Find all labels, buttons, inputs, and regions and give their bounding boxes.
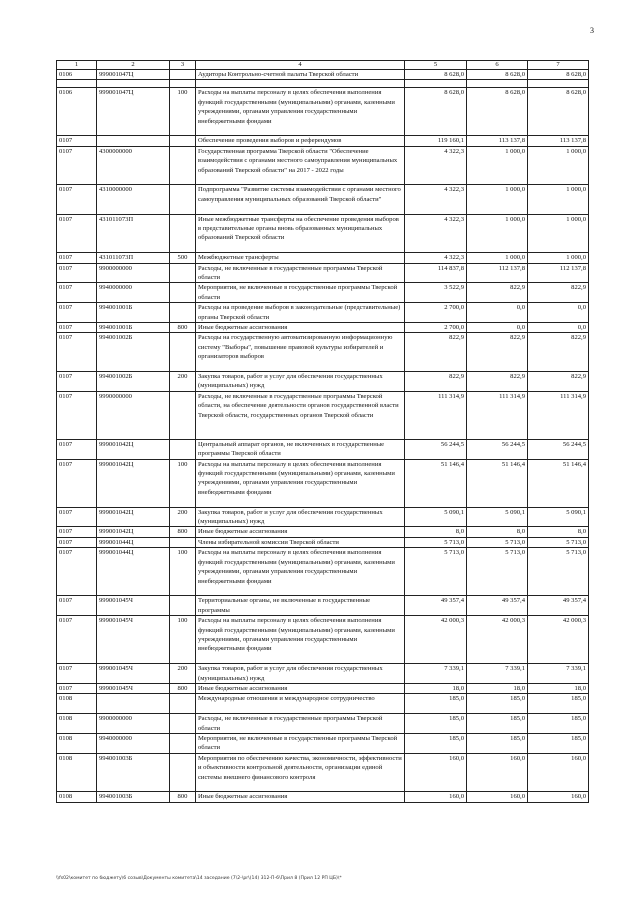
item-name-cell: Расходы на государственную автоматизированную информационную систему "Выборы", повышение правовой культуры избирателей и организаторов выборов	[196, 333, 405, 372]
table-row	[57, 253, 589, 263]
amount-year3-cell: 1 000,0	[528, 253, 589, 263]
amount-year1-cell: 4 322,3	[405, 146, 467, 185]
expense-type-cell	[170, 694, 196, 714]
spacer-cell	[405, 80, 467, 88]
amount-year1-cell: 4 322,3	[405, 185, 467, 214]
expense-type-cell	[170, 333, 196, 372]
target-article-cell: 4310000000	[97, 185, 170, 214]
amount-year2-cell: 5 090,1	[467, 507, 528, 527]
amount-year2-cell: 112 137,8	[467, 263, 528, 283]
amount-year3-cell: 185,0	[528, 694, 589, 714]
table-row	[57, 136, 589, 146]
expense-type-cell	[170, 733, 196, 753]
amount-year3-cell: 112 137,8	[528, 263, 589, 283]
section-code-cell: 0107	[57, 214, 97, 253]
col-header-5: 5	[405, 61, 467, 70]
amount-year2-cell: 51 146,4	[467, 459, 528, 507]
table-row	[57, 439, 589, 459]
amount-year1-cell: 8 628,0	[405, 88, 467, 136]
table-row	[57, 70, 589, 80]
item-name-cell: Расходы, не включенные в государственные программы Тверской области	[196, 714, 405, 734]
item-name-cell: Государственная программа Тверской области "Обеспечение взаимодействия с органами местного самоуправления муниципальных образований Тверской области" на 2017 - 2022 годы	[196, 146, 405, 185]
table-row	[57, 616, 589, 664]
section-code-cell: 0108	[57, 753, 97, 792]
table-row	[57, 683, 589, 693]
amount-year1-cell: 185,0	[405, 714, 467, 734]
amount-year1-cell: 822,9	[405, 333, 467, 372]
target-article-cell: 994001002Б	[97, 333, 170, 372]
item-name-cell: Мероприятия, не включенные в государственные программы Тверской области	[196, 733, 405, 753]
item-name-cell: Расходы, не включенные в государственные программы Тверской области	[196, 263, 405, 283]
amount-year2-cell: 1 000,0	[467, 253, 528, 263]
target-article-cell: 994001003Б	[97, 792, 170, 802]
amount-year1-cell: 2 700,0	[405, 303, 467, 323]
section-code-cell: 0107	[57, 303, 97, 323]
section-code-cell: 0106	[57, 70, 97, 80]
header-row	[57, 61, 589, 70]
item-name-cell: Обеспечение проведения выборов и референдумов	[196, 136, 405, 146]
table-row	[57, 753, 589, 792]
section-code-cell: 0107	[57, 391, 97, 439]
item-name-cell: Члены избирательной комиссии Тверской области	[196, 537, 405, 547]
table-body	[57, 70, 589, 803]
amount-year1-cell: 5 090,1	[405, 507, 467, 527]
amount-year2-cell: 5 713,0	[467, 548, 528, 596]
budget-table	[56, 60, 589, 803]
amount-year2-cell: 160,0	[467, 792, 528, 802]
expense-type-cell	[170, 214, 196, 253]
target-article-cell: 994001003Б	[97, 753, 170, 792]
section-code-cell: 0107	[57, 664, 97, 684]
expense-type-cell	[170, 185, 196, 214]
section-code-cell: 0106	[57, 88, 97, 136]
table-row	[57, 263, 589, 283]
section-code-cell: 0107	[57, 616, 97, 664]
expense-type-cell: 800	[170, 792, 196, 802]
amount-year2-cell: 822,9	[467, 333, 528, 372]
table-row	[57, 333, 589, 372]
table-row	[57, 323, 589, 333]
target-article-cell: 999001047Ц	[97, 70, 170, 80]
amount-year2-cell: 1 000,0	[467, 185, 528, 214]
amount-year1-cell: 49 357,4	[405, 596, 467, 616]
target-article-cell: 4300000000	[97, 146, 170, 185]
col-header-6: 6	[467, 61, 528, 70]
amount-year1-cell: 114 837,8	[405, 263, 467, 283]
expense-type-cell	[170, 391, 196, 439]
target-article-cell	[97, 694, 170, 714]
expense-type-cell	[170, 596, 196, 616]
expense-type-cell: 800	[170, 323, 196, 333]
item-name-cell: Расходы на выплаты персоналу в целях обеспечения выполнения функций государственными (муниципальными) органами, казенными учреждениями, органами управления государственными внебюджетными фондами	[196, 616, 405, 664]
expense-type-cell	[170, 714, 196, 734]
spacer-cell	[196, 80, 405, 88]
expense-type-cell	[170, 136, 196, 146]
amount-year1-cell: 8,0	[405, 527, 467, 537]
spacer-cell	[528, 80, 589, 88]
expense-type-cell: 100	[170, 459, 196, 507]
item-name-cell: Расходы на выплаты персоналу в целях обеспечения выполнения функций государственными (муниципальными) органами, казенными учреждениями, органами управления государственными внебюджетными фондами	[196, 459, 405, 507]
target-article-cell: 999001042Ц	[97, 459, 170, 507]
target-article-cell: 9940000000	[97, 283, 170, 303]
amount-year2-cell: 822,9	[467, 283, 528, 303]
expense-type-cell	[170, 753, 196, 792]
table-row	[57, 88, 589, 136]
section-code-cell: 0107	[57, 548, 97, 596]
spacer-cell	[170, 80, 196, 88]
item-name-cell: Закупка товаров, работ и услуг для обеспечения государственных (муниципальных) нужд	[196, 507, 405, 527]
amount-year2-cell: 113 137,8	[467, 136, 528, 146]
amount-year2-cell: 111 314,9	[467, 391, 528, 439]
table-row	[57, 548, 589, 596]
amount-year2-cell: 1 000,0	[467, 146, 528, 185]
target-article-cell: 999001045Ч	[97, 596, 170, 616]
expense-type-cell: 100	[170, 548, 196, 596]
section-code-cell: 0107	[57, 596, 97, 616]
amount-year2-cell: 185,0	[467, 733, 528, 753]
target-article-cell: 999001042Ц	[97, 439, 170, 459]
amount-year3-cell: 1 000,0	[528, 214, 589, 253]
item-name-cell: Расходы на выплаты персоналу в целях обеспечения выполнения функций государственными (муниципальными) органами, казенными учреждениями, органами управления государственными внебюджетными фондами	[196, 548, 405, 596]
table-row	[57, 185, 589, 214]
amount-year3-cell: 0,0	[528, 303, 589, 323]
target-article-cell: 994001001Б	[97, 303, 170, 323]
amount-year3-cell: 113 137,8	[528, 136, 589, 146]
footer-file-path: \\fs02\комитет по бюджету\6 созыв\Документы комитета\14 заседание (7\2-\pr\(14) 312-П-6\Прил 8 (Прил 12 РП ЦБ)\*	[56, 876, 342, 881]
amount-year2-cell: 7 339,1	[467, 664, 528, 684]
amount-year1-cell: 185,0	[405, 694, 467, 714]
item-name-cell: Иные бюджетные ассигнования	[196, 527, 405, 537]
spacer-cell	[97, 80, 170, 88]
amount-year2-cell: 1 000,0	[467, 214, 528, 253]
target-article-cell: 431011073П	[97, 253, 170, 263]
table-row	[57, 714, 589, 734]
expense-type-cell	[170, 303, 196, 323]
amount-year3-cell: 8,0	[528, 527, 589, 537]
amount-year1-cell: 119 160,1	[405, 136, 467, 146]
table-row	[57, 283, 589, 303]
amount-year1-cell: 822,9	[405, 372, 467, 392]
expense-type-cell: 100	[170, 616, 196, 664]
amount-year1-cell: 42 000,3	[405, 616, 467, 664]
amount-year1-cell: 18,0	[405, 683, 467, 693]
spacer-cell	[467, 80, 528, 88]
target-article-cell: 999001042Ц	[97, 527, 170, 537]
amount-year3-cell: 49 357,4	[528, 596, 589, 616]
amount-year1-cell: 5 713,0	[405, 537, 467, 547]
amount-year2-cell: 8 628,0	[467, 88, 528, 136]
item-name-cell: Территориальные органы, не включенные в государственные программы	[196, 596, 405, 616]
amount-year2-cell: 185,0	[467, 714, 528, 734]
table-row	[57, 303, 589, 323]
target-article-cell: 999001045Ч	[97, 664, 170, 684]
amount-year2-cell: 185,0	[467, 694, 528, 714]
amount-year2-cell: 160,0	[467, 753, 528, 792]
amount-year1-cell: 4 322,3	[405, 253, 467, 263]
amount-year2-cell: 5 713,0	[467, 537, 528, 547]
amount-year1-cell: 111 314,9	[405, 391, 467, 439]
amount-year3-cell: 185,0	[528, 733, 589, 753]
amount-year3-cell: 822,9	[528, 372, 589, 392]
amount-year3-cell: 8 628,0	[528, 70, 589, 80]
amount-year3-cell: 5 713,0	[528, 548, 589, 596]
amount-year3-cell: 7 339,1	[528, 664, 589, 684]
amount-year1-cell: 160,0	[405, 753, 467, 792]
item-name-cell: Международные отношения и международное сотрудничество	[196, 694, 405, 714]
section-code-cell: 0107	[57, 537, 97, 547]
section-code-cell: 0107	[57, 136, 97, 146]
target-article-cell: 999001047Ц	[97, 88, 170, 136]
amount-year1-cell: 51 146,4	[405, 459, 467, 507]
amount-year3-cell: 42 000,3	[528, 616, 589, 664]
amount-year1-cell: 56 244,5	[405, 439, 467, 459]
target-article-cell: 9900000000	[97, 714, 170, 734]
expense-type-cell	[170, 439, 196, 459]
table-row	[57, 372, 589, 392]
target-article-cell: 999001044Ц	[97, 537, 170, 547]
amount-year1-cell: 2 700,0	[405, 323, 467, 333]
section-code-cell: 0107	[57, 185, 97, 214]
target-article-cell: 994001001Б	[97, 323, 170, 333]
section-code-cell: 0108	[57, 733, 97, 753]
amount-year3-cell: 0,0	[528, 323, 589, 333]
target-article-cell	[97, 136, 170, 146]
item-name-cell: Иные бюджетные ассигнования	[196, 683, 405, 693]
section-code-cell: 0107	[57, 372, 97, 392]
section-code-cell: 0107	[57, 146, 97, 185]
amount-year2-cell: 42 000,3	[467, 616, 528, 664]
table-row	[57, 146, 589, 185]
section-code-cell: 0107	[57, 323, 97, 333]
expense-type-cell: 200	[170, 507, 196, 527]
amount-year2-cell: 56 244,5	[467, 439, 528, 459]
amount-year3-cell: 160,0	[528, 753, 589, 792]
target-article-cell: 431011073П	[97, 214, 170, 253]
amount-year3-cell: 18,0	[528, 683, 589, 693]
item-name-cell: Подпрограмма "Развитие системы взаимодействия с органами местного самоуправления муниципальных образований Тверской области"	[196, 185, 405, 214]
section-code-cell: 0107	[57, 333, 97, 372]
item-name-cell: Иные межбюджетные трансферты на обеспечение проведения выборов в представительные органы вновь образованных муниципальных образований Тверской области	[196, 214, 405, 253]
target-article-cell: 999001044Ц	[97, 548, 170, 596]
amount-year3-cell: 5 090,1	[528, 507, 589, 527]
item-name-cell: Расходы на проведение выборов в законодательные (представительные) органы Тверской области	[196, 303, 405, 323]
amount-year1-cell: 185,0	[405, 733, 467, 753]
item-name-cell: Иные бюджетные ассигнования	[196, 792, 405, 802]
table-row	[57, 694, 589, 714]
expense-type-cell	[170, 70, 196, 80]
amount-year1-cell: 160,0	[405, 792, 467, 802]
section-code-cell: 0107	[57, 683, 97, 693]
table-row	[57, 507, 589, 527]
expense-type-cell: 800	[170, 683, 196, 693]
target-article-cell: 994001002Б	[97, 372, 170, 392]
table-row	[57, 459, 589, 507]
table-row	[57, 537, 589, 547]
amount-year3-cell: 1 000,0	[528, 146, 589, 185]
item-name-cell: Мероприятия, не включенные в государственные программы Тверской области	[196, 283, 405, 303]
amount-year2-cell: 8,0	[467, 527, 528, 537]
item-name-cell: Центральный аппарат органов, не включенных в государственные программы Тверской области	[196, 439, 405, 459]
section-code-cell: 0107	[57, 263, 97, 283]
amount-year3-cell: 51 146,4	[528, 459, 589, 507]
expense-type-cell: 800	[170, 527, 196, 537]
amount-year1-cell: 3 522,9	[405, 283, 467, 303]
col-header-1: 1	[57, 61, 97, 70]
section-code-cell: 0108	[57, 792, 97, 802]
amount-year3-cell: 56 244,5	[528, 439, 589, 459]
table-row	[57, 664, 589, 684]
amount-year2-cell: 8 628,0	[467, 70, 528, 80]
amount-year1-cell: 7 339,1	[405, 664, 467, 684]
amount-year2-cell: 0,0	[467, 323, 528, 333]
col-header-3: 3	[170, 61, 196, 70]
amount-year2-cell: 0,0	[467, 303, 528, 323]
item-name-cell: Расходы на выплаты персоналу в целях обеспечения выполнения функций государственными (муниципальными) органами, казенными учреждениями, органами управления государственными внебюджетными фондами	[196, 88, 405, 136]
target-article-cell: 9900000000	[97, 263, 170, 283]
expense-type-cell	[170, 146, 196, 185]
spacer-row	[57, 80, 589, 88]
section-code-cell: 0107	[57, 283, 97, 303]
amount-year3-cell: 160,0	[528, 792, 589, 802]
item-name-cell: Мероприятия по обеспечению качества, экономичности, эффективности и объективности контрольной деятельности, организации единой системы внешнего финансового контроля	[196, 753, 405, 792]
section-code-cell: 0108	[57, 694, 97, 714]
amount-year3-cell: 822,9	[528, 283, 589, 303]
section-code-cell: 0108	[57, 714, 97, 734]
target-article-cell: 999001045Ч	[97, 683, 170, 693]
target-article-cell: 999001042Ц	[97, 507, 170, 527]
section-code-cell: 0107	[57, 507, 97, 527]
item-name-cell: Межбюджетные трансферты	[196, 253, 405, 263]
target-article-cell: 9990000000	[97, 391, 170, 439]
table-row	[57, 733, 589, 753]
amount-year3-cell: 1 000,0	[528, 185, 589, 214]
expense-type-cell: 200	[170, 372, 196, 392]
expense-type-cell	[170, 537, 196, 547]
amount-year3-cell: 111 314,9	[528, 391, 589, 439]
amount-year1-cell: 5 713,0	[405, 548, 467, 596]
section-code-cell: 0107	[57, 253, 97, 263]
section-code-cell: 0107	[57, 439, 97, 459]
col-header-2: 2	[97, 61, 170, 70]
amount-year3-cell: 8 628,0	[528, 88, 589, 136]
table-row	[57, 214, 589, 253]
expense-type-cell: 200	[170, 664, 196, 684]
table-row	[57, 527, 589, 537]
item-name-cell: Закупка товаров, работ и услуг для обеспечения государственных (муниципальных) нужд	[196, 664, 405, 684]
item-name-cell: Расходы, не включенные в государственные программы Тверской области, на обеспечение деятельности органов государственной власти Тверской области, государственных органов Тверской области	[196, 391, 405, 439]
amount-year1-cell: 8 628,0	[405, 70, 467, 80]
amount-year2-cell: 18,0	[467, 683, 528, 693]
item-name-cell: Аудиторы Контрольно-счетной палаты Тверской области	[196, 70, 405, 80]
expense-type-cell	[170, 283, 196, 303]
expense-type-cell	[170, 263, 196, 283]
amount-year2-cell: 822,9	[467, 372, 528, 392]
target-article-cell: 999001045Ч	[97, 616, 170, 664]
target-article-cell: 9940000000	[97, 733, 170, 753]
amount-year3-cell: 185,0	[528, 714, 589, 734]
section-code-cell: 0107	[57, 459, 97, 507]
amount-year3-cell: 5 713,0	[528, 537, 589, 547]
item-name-cell: Закупка товаров, работ и услуг для обеспечения государственных (муниципальных) нужд	[196, 372, 405, 392]
amount-year2-cell: 49 357,4	[467, 596, 528, 616]
col-header-7: 7	[528, 61, 589, 70]
expense-type-cell: 100	[170, 88, 196, 136]
table-row	[57, 792, 589, 802]
amount-year3-cell: 822,9	[528, 333, 589, 372]
amount-year1-cell: 4 322,3	[405, 214, 467, 253]
item-name-cell: Иные бюджетные ассигнования	[196, 323, 405, 333]
spacer-cell	[57, 80, 97, 88]
section-code-cell: 0107	[57, 527, 97, 537]
table-row	[57, 596, 589, 616]
col-header-4: 4	[196, 61, 405, 70]
page-mark: 3	[590, 26, 594, 35]
table-row	[57, 391, 589, 439]
expense-type-cell: 500	[170, 253, 196, 263]
